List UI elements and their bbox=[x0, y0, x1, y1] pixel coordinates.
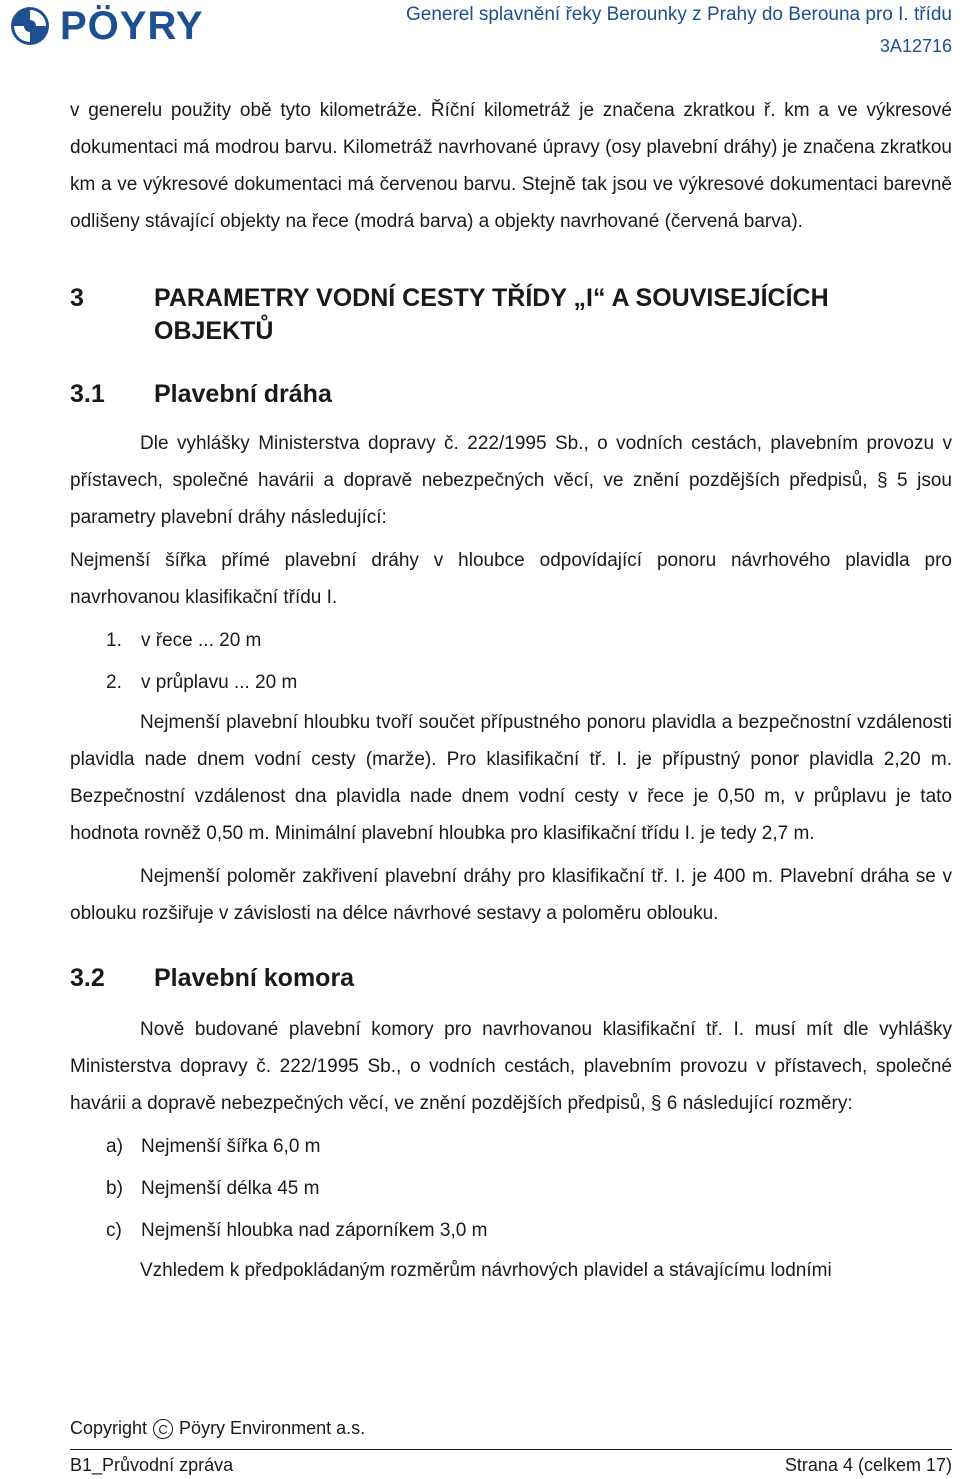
section-3-heading bbox=[70, 282, 952, 348]
list-marker: 1. bbox=[106, 630, 122, 651]
logo-wordmark: PÖYRY bbox=[60, 4, 204, 48]
document-title: Generel splavnění řeky Berounky z Prahy do Berouna pro I. třídu bbox=[405, 4, 952, 25]
intro-paragraph: v generelu použity obě tyto kilometráže. Říční kilometráž je značena zkratkou ř. km a ve výkresové dokumentaci má modrou barvu. Kilometráž navrhované úpravy (osy plavební dráhy) je značena zkratkou km a ve výkresové dokumentaci má červenou barvu. Stejně tak jsou ve výkresové dokumentaci barevně odlišeny stávající objekty na řece (modrá barva) a objekty navrhované (červená barva). bbox=[70, 100, 952, 232]
paragraph: Vzhledem k předpokládaným rozměrům návrhových plavidel a stávajícímu lodními bbox=[140, 1260, 832, 1281]
list-item bbox=[70, 1126, 952, 1168]
list-item bbox=[70, 1210, 952, 1252]
list-item bbox=[70, 662, 952, 704]
footer-page-number: Strana 4 (celkem 17) bbox=[784, 1455, 952, 1475]
section-number: 3.2 bbox=[70, 964, 105, 992]
section-title: PARAMETRY VODNÍ CESTY TŘÍDY „I“ A SOUVISEJÍCÍCH OBJEKTŮ bbox=[154, 284, 829, 345]
paragraph: Nejmenší poloměr zakřivení plavební dráhy pro klasifikační tř. I. je 400 m. Plavební dráha se v oblouku rozšiřuje v závislosti na délce návrhové sestavy a poloměru oblouku. bbox=[70, 866, 952, 924]
poyry-logo-icon bbox=[8, 4, 52, 48]
list-marker: b) bbox=[106, 1178, 123, 1199]
list-marker: a) bbox=[106, 1136, 123, 1157]
page-header bbox=[0, 0, 960, 62]
copyright-holder: Pöyry Environment a.s. bbox=[179, 1418, 366, 1438]
section-number: 3 bbox=[70, 284, 84, 312]
page-content bbox=[70, 92, 952, 1289]
list-text: Nejmenší hloubka nad záporníkem 3,0 m bbox=[141, 1220, 488, 1241]
paragraph: Nejmenší plavební hloubku tvoří součet přípustného ponoru plavidla a bezpečnostní vzdálenosti plavidla nade dnem vodní cesty (marže). Pro klasifikační tř. I. je přípustný ponor plavidla 2,20 m. Bezpečnostní vzdálenost dna plavidla nade dnem vodní cesty v řece je 0,50 m, v průplavu je tato hodnota rovněž 0,50 m. Minimální plavební hloubka pro klasifikační třídu I. je tedy 2,7 m. bbox=[70, 712, 952, 844]
dimension-list bbox=[70, 1126, 952, 1252]
list-text: v řece ... 20 m bbox=[141, 630, 262, 651]
width-list bbox=[70, 620, 952, 704]
list-item bbox=[70, 620, 952, 662]
section-title: Plavební komora bbox=[154, 964, 355, 992]
document-id: 3A12716 bbox=[879, 36, 952, 56]
copyright-icon: C bbox=[153, 1419, 173, 1439]
list-item bbox=[70, 1168, 952, 1210]
section-title: Plavební dráha bbox=[154, 380, 332, 408]
list-text: Nejmenší šířka 6,0 m bbox=[141, 1136, 321, 1157]
copyright-notice bbox=[70, 1418, 365, 1439]
paragraph: Dle vyhlášky Ministerstva dopravy č. 222/1995 Sb., o vodních cestách, plavebním provozu v přístavech, společné havárii a dopravě nebezpečných věcí, ve znění pozdějších předpisů, § 5 jsou parametry plavební dráhy následující: bbox=[70, 433, 952, 528]
paragraph: Nejmenší šířka přímé plavební dráhy v hloubce odpovídající ponoru návrhového plavidla pro navrhovanou klasifikační třídu I. bbox=[70, 550, 952, 608]
footer-divider bbox=[70, 1449, 952, 1450]
paragraph: Nově budované plavební komory pro navrhovanou klasifikační tř. I. musí mít dle vyhlášky Ministerstva dopravy č. 222/1995 Sb., o vodních cestách, plavebním provozu v přístavech, společné havárii a dopravě nebezpečných věcí, ve znění pozdějších předpisů, § 6 následující rozměry: bbox=[70, 1019, 952, 1114]
copyright-label: Copyright bbox=[70, 1418, 148, 1438]
footer-document-name: B1_Průvodní zpráva bbox=[70, 1455, 234, 1475]
section-3-2-heading bbox=[70, 962, 952, 995]
section-3-1-heading bbox=[70, 378, 952, 411]
list-text: v průplavu ... 20 m bbox=[141, 672, 298, 693]
list-marker: c) bbox=[106, 1220, 122, 1241]
section-number: 3.1 bbox=[70, 380, 105, 408]
list-marker: 2. bbox=[106, 672, 122, 693]
list-text: Nejmenší délka 45 m bbox=[141, 1178, 320, 1199]
poyry-logo bbox=[8, 4, 204, 48]
